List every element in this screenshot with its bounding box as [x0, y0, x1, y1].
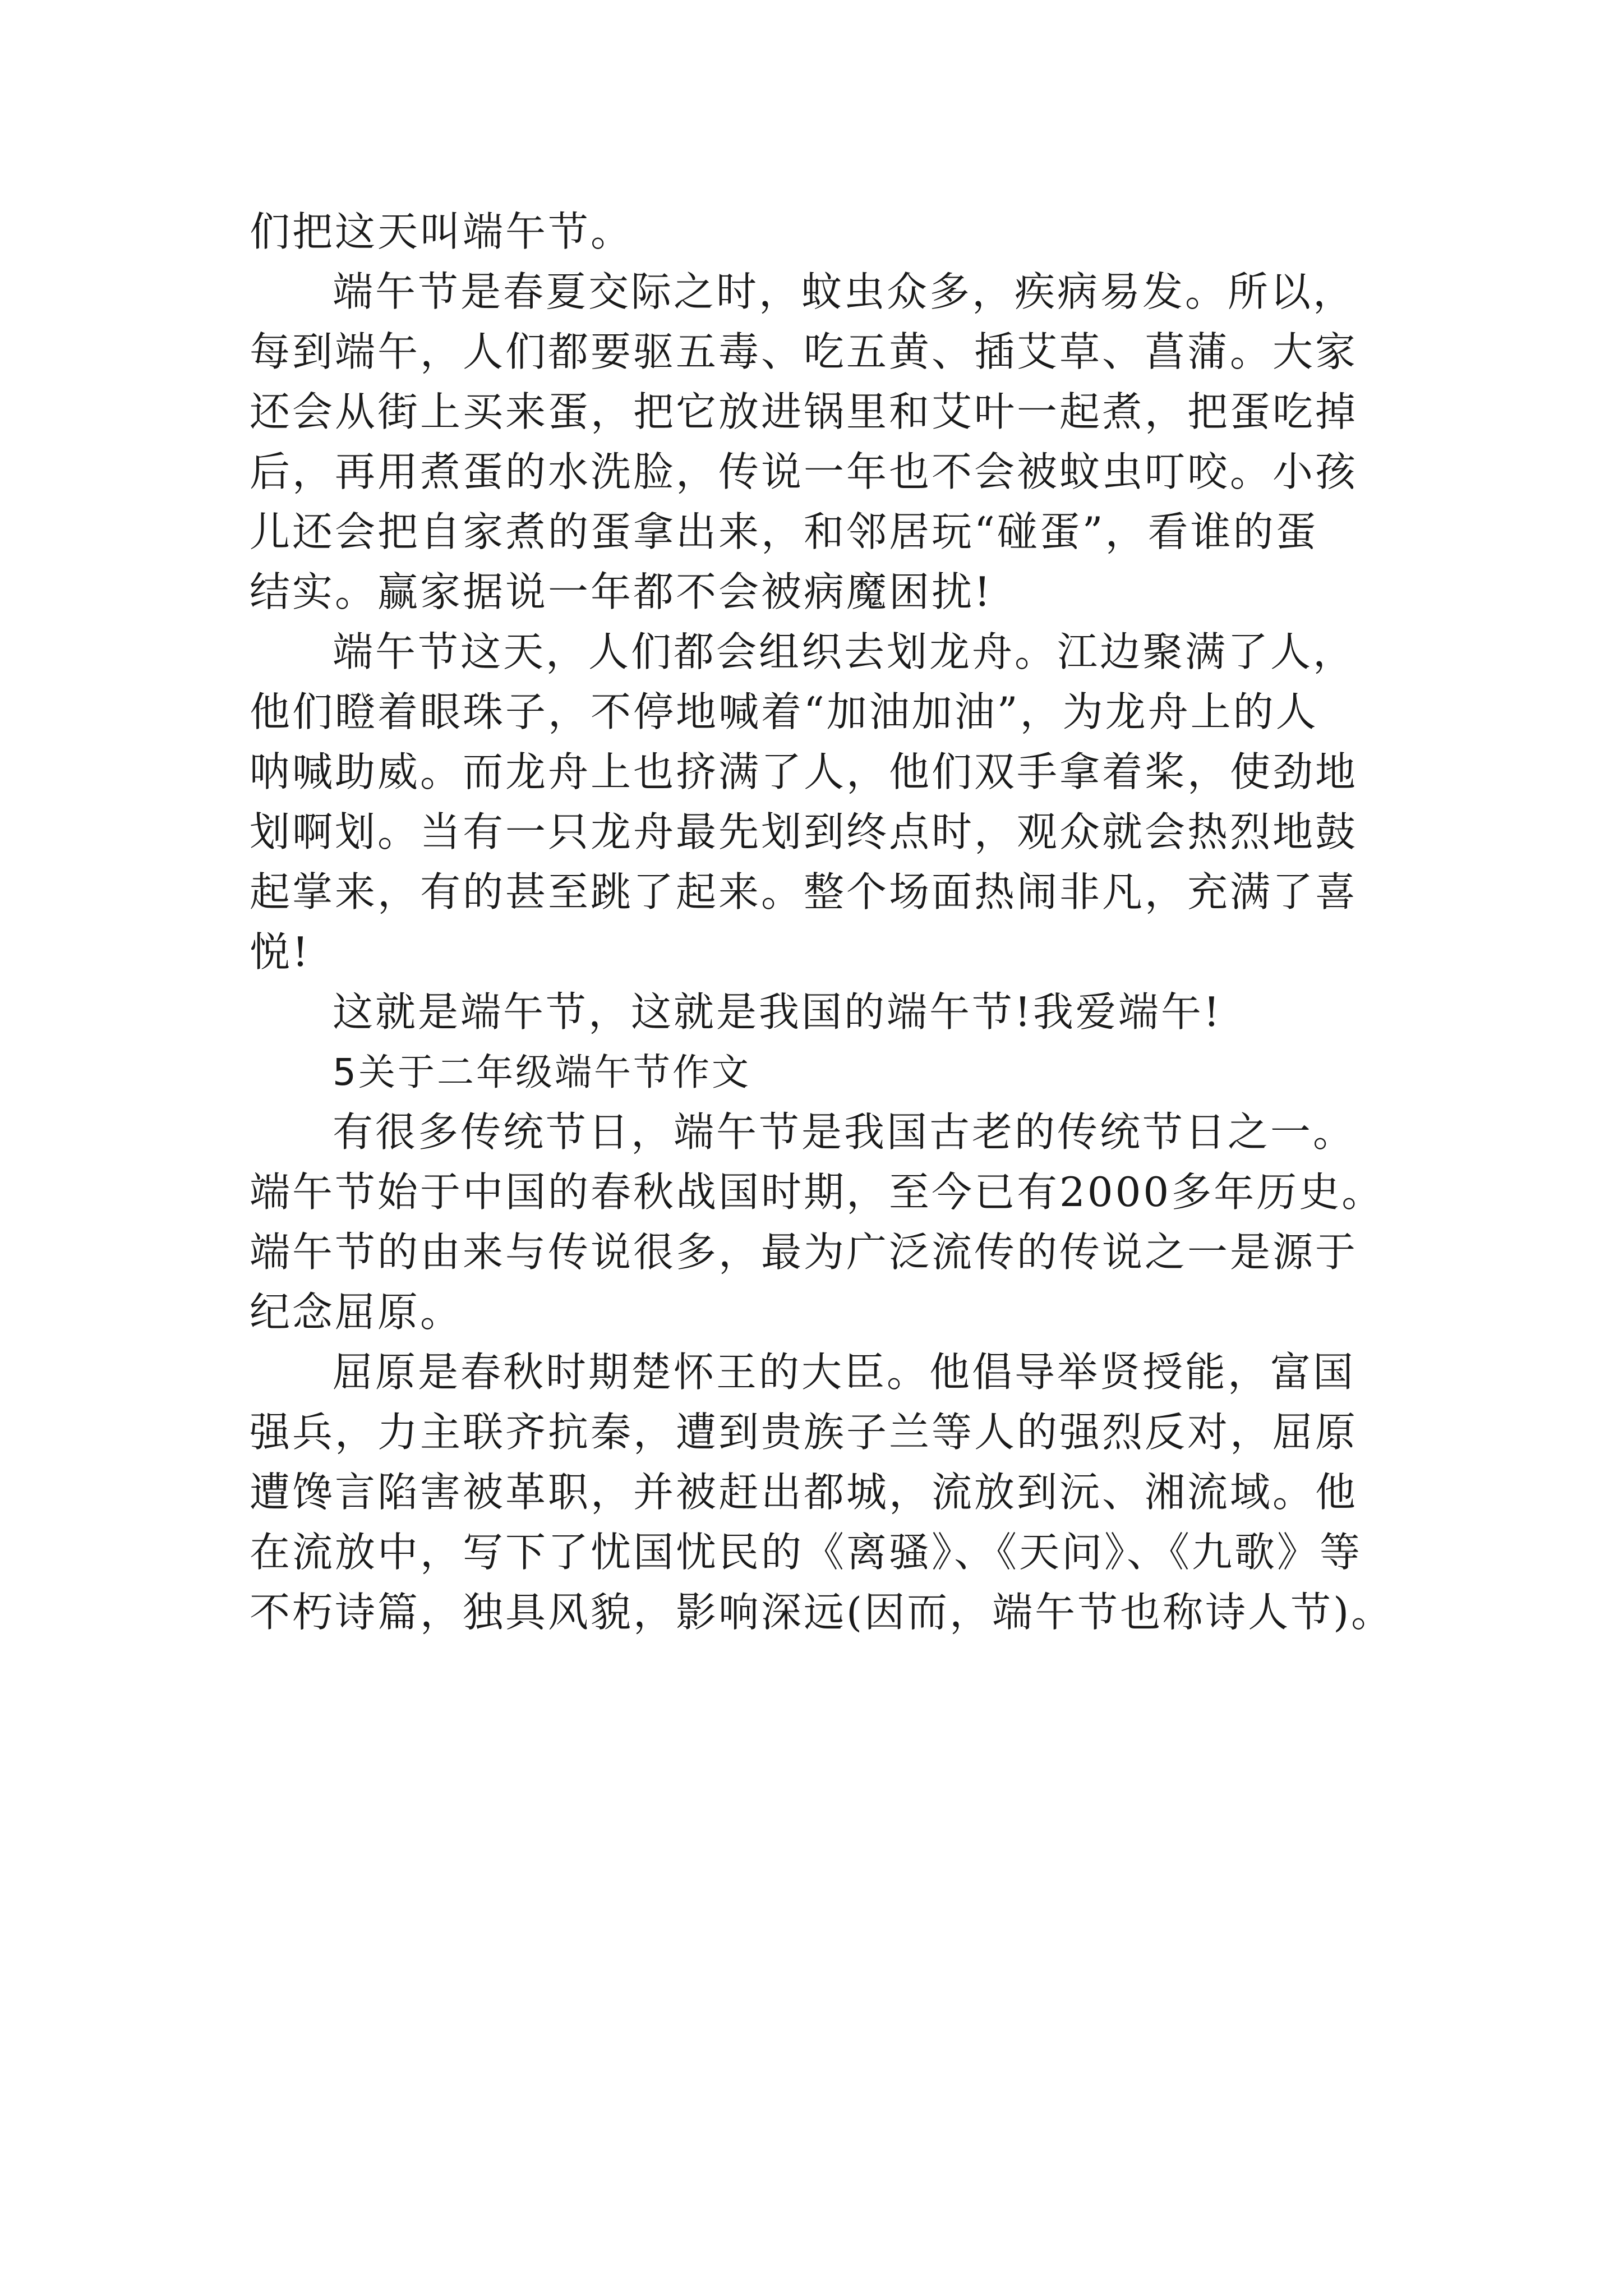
text-line: 遭馋言陷害被革职，并被赶出都城，流放到沅、湘流域。他	[250, 1469, 1358, 1516]
text-line: 划啊划。当有一只龙舟最先划到终点时，观众就会热烈地鼓	[250, 808, 1358, 855]
text-line: 这就是端午节，这就是我国的端午节!我爱端午!	[333, 988, 1222, 1036]
text-line: 端午节始于中国的春秋战国时期，至今已有2000多年历史。	[250, 1168, 1385, 1216]
text-line: 端午节的由来与传说很多，最为广泛流传的传说之一是源于	[250, 1228, 1358, 1276]
text-line: 每到端午，人们都要驱五毒、吃五黄、插艾草、菖蒲。大家	[250, 328, 1358, 375]
text-line: 还会从街上买来蛋，把它放进锅里和艾叶一起煮，把蛋吃掉	[250, 388, 1358, 435]
text-line: 端午节是春夏交际之时，蚊虫众多，疾病易发。所以，	[333, 268, 1356, 315]
text-line: 呐喊助威。而龙舟上也挤满了人，他们双手拿着桨，使劲地	[250, 748, 1358, 795]
text-line: 结实。赢家据说一年都不会被病魔困扰!	[250, 568, 993, 615]
text-line: 在流放中，写下了忧国忧民的《离骚》、《天问》、《九歌》等	[250, 1529, 1363, 1576]
text-line: 强兵，力主联齐抗秦，遭到贵族子兰等人的强烈反对，屈原	[250, 1409, 1358, 1456]
text-line: 儿还会把自家煮的蛋拿出来，和邻居玩“碰蛋”，看谁的蛋	[250, 508, 1318, 555]
text-line: 屈原是春秋时期楚怀王的大臣。他倡导举贤授能，富国	[333, 1349, 1356, 1396]
text-line: 后，再用煮蛋的水洗脸，传说一年也不会被蚊虫叮咬。小孩	[250, 448, 1358, 495]
text-line: 有很多传统节日，端午节是我国古老的传统节日之一。	[333, 1108, 1356, 1156]
text-line: 们把这天叫端午节。	[250, 208, 634, 255]
document-body	[250, 202, 1438, 1642]
text-line: 端午节这天，人们都会组织去划龙舟。江边聚满了人，	[333, 628, 1356, 675]
text-line: 他们瞪着眼珠子，不停地喊着“加油加油”，为龙舟上的人	[250, 688, 1318, 735]
text-line: 纪念屈原。	[250, 1289, 463, 1336]
text-line: 悦!	[250, 928, 311, 976]
text-line: 不朽诗篇，独具风貌，影响深远(因而，端午节也称诗人节)。	[250, 1589, 1394, 1636]
section-heading: 5关于二年级端午节作文	[333, 1051, 751, 1094]
text-line: 起掌来，有的甚至跳了起来。整个场面热闹非凡，充满了喜	[250, 868, 1358, 915]
